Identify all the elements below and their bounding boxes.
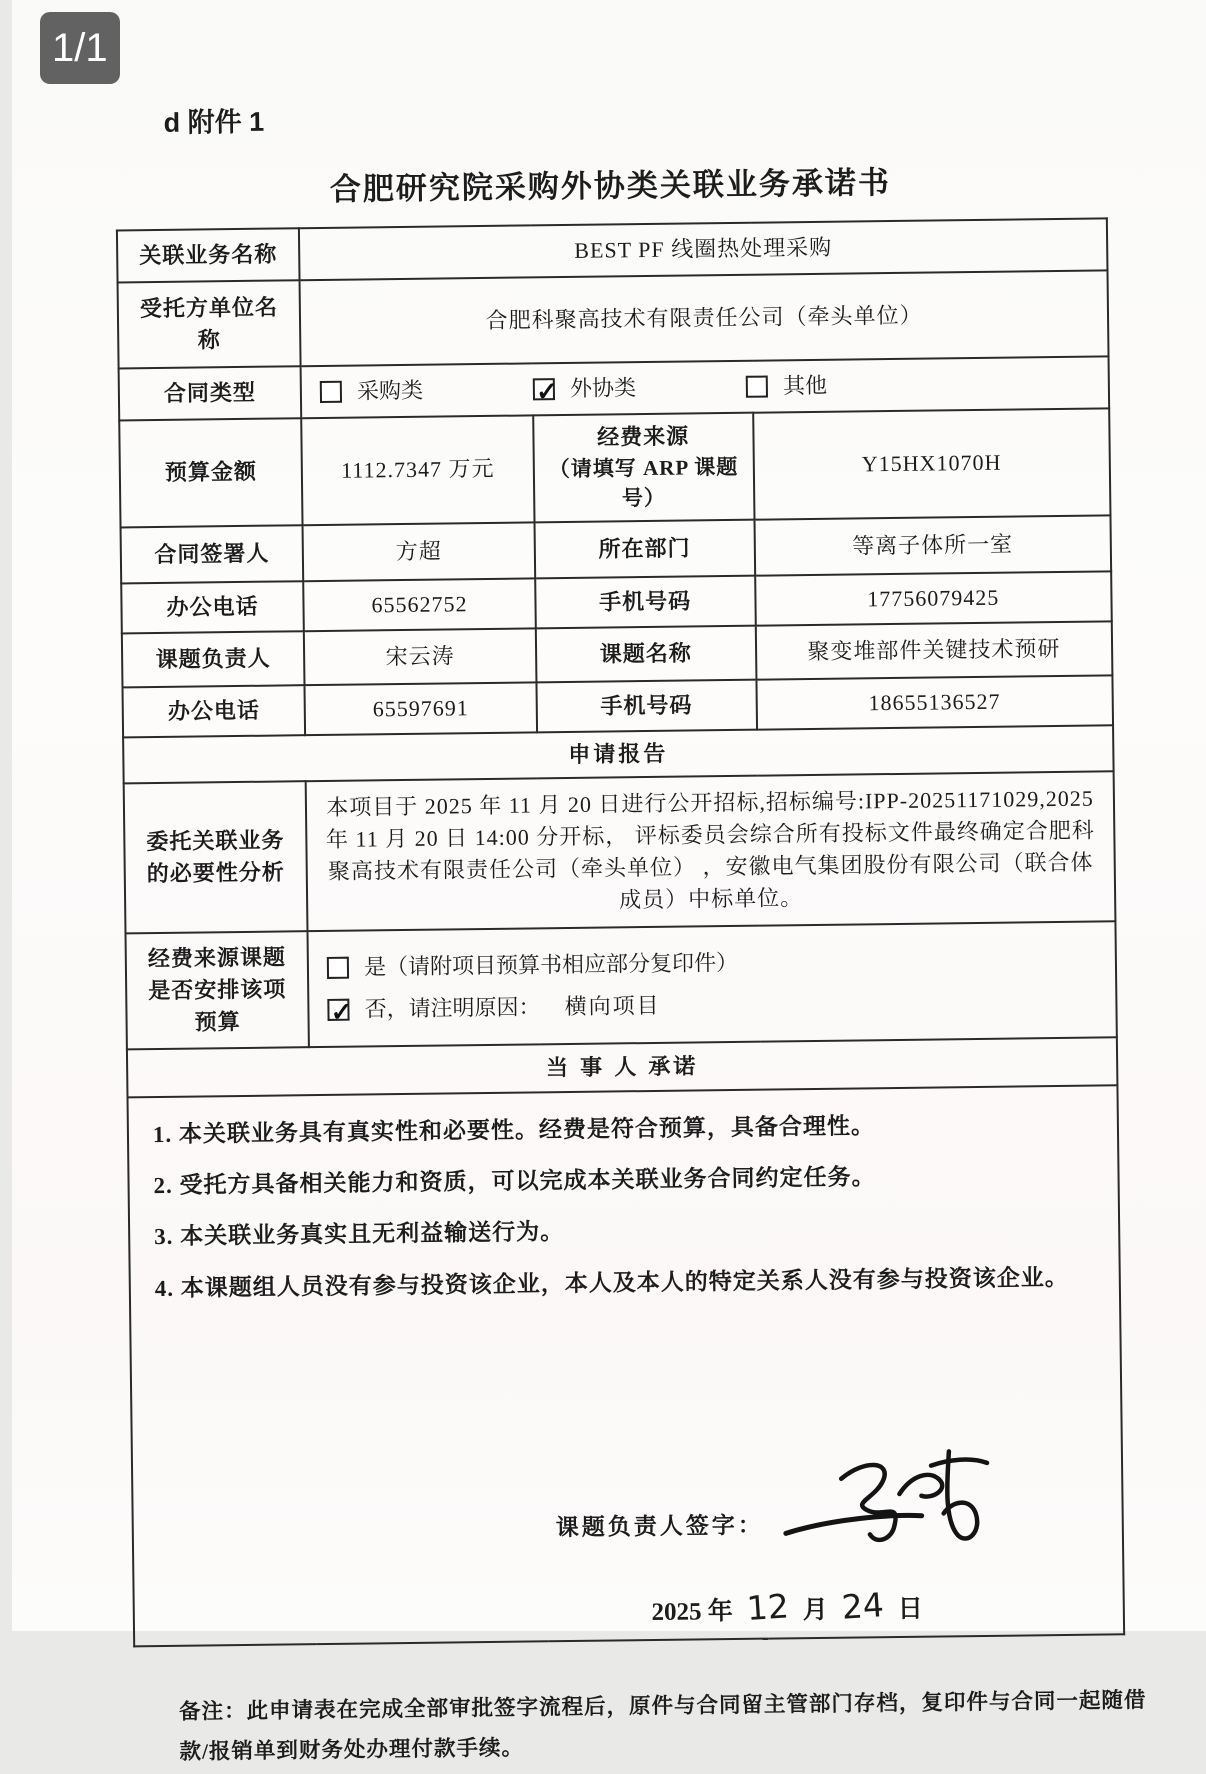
funding-source-label <box>533 413 754 522</box>
checkbox-unchecked-icon <box>327 956 349 978</box>
budget-arranged-options <box>308 921 1117 1047</box>
scanned-page <box>12 0 1206 1764</box>
checkbox-checked-icon <box>533 378 555 400</box>
budget-label: 预算金额 <box>119 418 302 527</box>
attachment-label: d 附件 1 <box>163 106 265 138</box>
commitment-item: 4. 本课题组人员没有参与投资该企业，本人及本人的特定关系人没有参与投资该企业。 <box>154 1264 1069 1301</box>
table-row-commitments <box>128 1085 1125 1646</box>
leader-value: 宋云涛 <box>304 628 536 685</box>
budget-arranged-option-yes <box>327 942 1105 983</box>
contract-type-option-other <box>746 370 827 403</box>
signer-label: 合同签署人 <box>121 525 304 583</box>
necessity-label: 委托关联业务的必要性分析 <box>124 781 308 933</box>
project-name-value: 聚变堆部件关键技术预研 <box>755 621 1112 679</box>
checkbox-unchecked-icon <box>320 381 342 403</box>
contract-type-label: 合同类型 <box>119 366 302 420</box>
budget-arranged-label: 经费来源课题是否安排该项预算 <box>125 931 309 1049</box>
table-row-necessity <box>124 771 1116 933</box>
budget-arranged-no-reason: 横向项目 <box>564 992 661 1019</box>
budget-value: 1112.7347 万元 <box>301 415 534 525</box>
date-month-handwritten: 12 <box>745 1586 790 1629</box>
checkbox-checked-icon <box>327 998 349 1020</box>
mobile2-value: 18655136527 <box>756 675 1113 729</box>
date-year: 2025 年 <box>651 1598 733 1627</box>
contract-type-option-label: 采购类 <box>356 377 424 404</box>
date-month-unit: 月 <box>802 1597 828 1625</box>
contract-type-option-purchase <box>320 375 423 408</box>
contract-type-option-label: 外协类 <box>569 375 637 401</box>
mobile1-value: 17756079425 <box>755 571 1112 625</box>
budget-arranged-no-label: 否，请注明原因： <box>364 994 541 1022</box>
department-label: 所在部门 <box>534 519 754 578</box>
office-phone1-value: 65562752 <box>303 578 535 631</box>
mobile1-label: 手机号码 <box>535 575 755 628</box>
funding-source-label-main: 经费来源 <box>597 423 690 450</box>
document-title: 合肥研究院采购外协类关联业务承诺书 <box>329 164 892 207</box>
necessity-text: 本项目于 2025 年 11 月 20 日进行公开招标,招标编号:IPP-20251171029,2025 年 11 月 20 日 14:00 分开标， 评标委员会综合所有投标文件最终确定合肥科聚高技术有限责任公司（牵头单位） ，安徽电气集团股份有限公司（联合体成员）中标单位。 <box>306 771 1116 931</box>
commitment-item: 3. 本关联业务真实且无利益输送行为。 <box>154 1219 565 1250</box>
contract-type-option-outsourcing <box>533 372 636 405</box>
trustee-value: 合肥科聚高技术有限责任公司（牵头单位） <box>300 270 1109 366</box>
commitment-form-table <box>116 217 1125 1647</box>
signature-label: 课题负责人签字： <box>555 1512 764 1540</box>
commitment-item: 2. 受托方具备相关能力和资质，可以完成本关联业务合同约定任务。 <box>153 1164 876 1199</box>
business-name-value: BEST PF 线圈热处理采购 <box>299 218 1107 280</box>
project-name-label: 课题名称 <box>536 625 756 682</box>
table-row-trustee <box>118 270 1109 368</box>
contract-type-option-label: 其他 <box>782 372 828 399</box>
page-indicator-badge <box>40 12 120 84</box>
signature-block <box>143 1445 1002 1565</box>
leader-label: 课题负责人 <box>122 631 305 687</box>
commitments-list <box>139 1106 1109 1305</box>
budget-arranged-yes-label: 是（请附项目预算书相应部分复印件） <box>363 949 739 980</box>
commitment-header: 当 事 人 承诺 <box>127 1037 1118 1097</box>
table-row-budget-arranged <box>125 921 1116 1049</box>
application-report-header: 申请报告 <box>123 725 1113 783</box>
budget-arranged-option-no <box>327 984 1105 1025</box>
mobile2-label: 手机号码 <box>536 679 756 732</box>
document-body <box>11 82 1206 1774</box>
date-day-handwritten: 24 <box>840 1585 885 1627</box>
signer-value: 方超 <box>303 522 535 581</box>
funding-source-sublabel: （请填写 ARP 课题号） <box>548 454 739 511</box>
footer-note: 备注：此申请表在完成全部审批签字流程后，原件与合同留主管部门存档，复印件与合同一起随借款/报销单到财务处办理付款手续。 <box>178 1687 1147 1764</box>
date-day-unit: 日 <box>897 1595 923 1624</box>
department-value: 等离子体所一室 <box>754 515 1111 575</box>
checkbox-unchecked-icon <box>746 375 768 397</box>
commitments-cell <box>128 1085 1125 1646</box>
commitment-item: 1. 本关联业务具有真实性和必要性。经费是符合预算，具备合理性。 <box>152 1113 876 1147</box>
handwritten-signature <box>771 1435 1002 1558</box>
office-phone2-value: 65597691 <box>305 682 537 735</box>
business-name-label: 关联业务名称 <box>117 228 300 282</box>
table-row-budget <box>119 408 1110 527</box>
page-indicator-text: 1/1 <box>52 25 108 70</box>
office-phone1-label: 办公电话 <box>121 581 304 633</box>
trustee-label: 受托方单位名称 <box>118 280 301 368</box>
office-phone2-label: 办公电话 <box>122 685 305 737</box>
funding-source-value: Y15HX1070H <box>753 408 1111 519</box>
